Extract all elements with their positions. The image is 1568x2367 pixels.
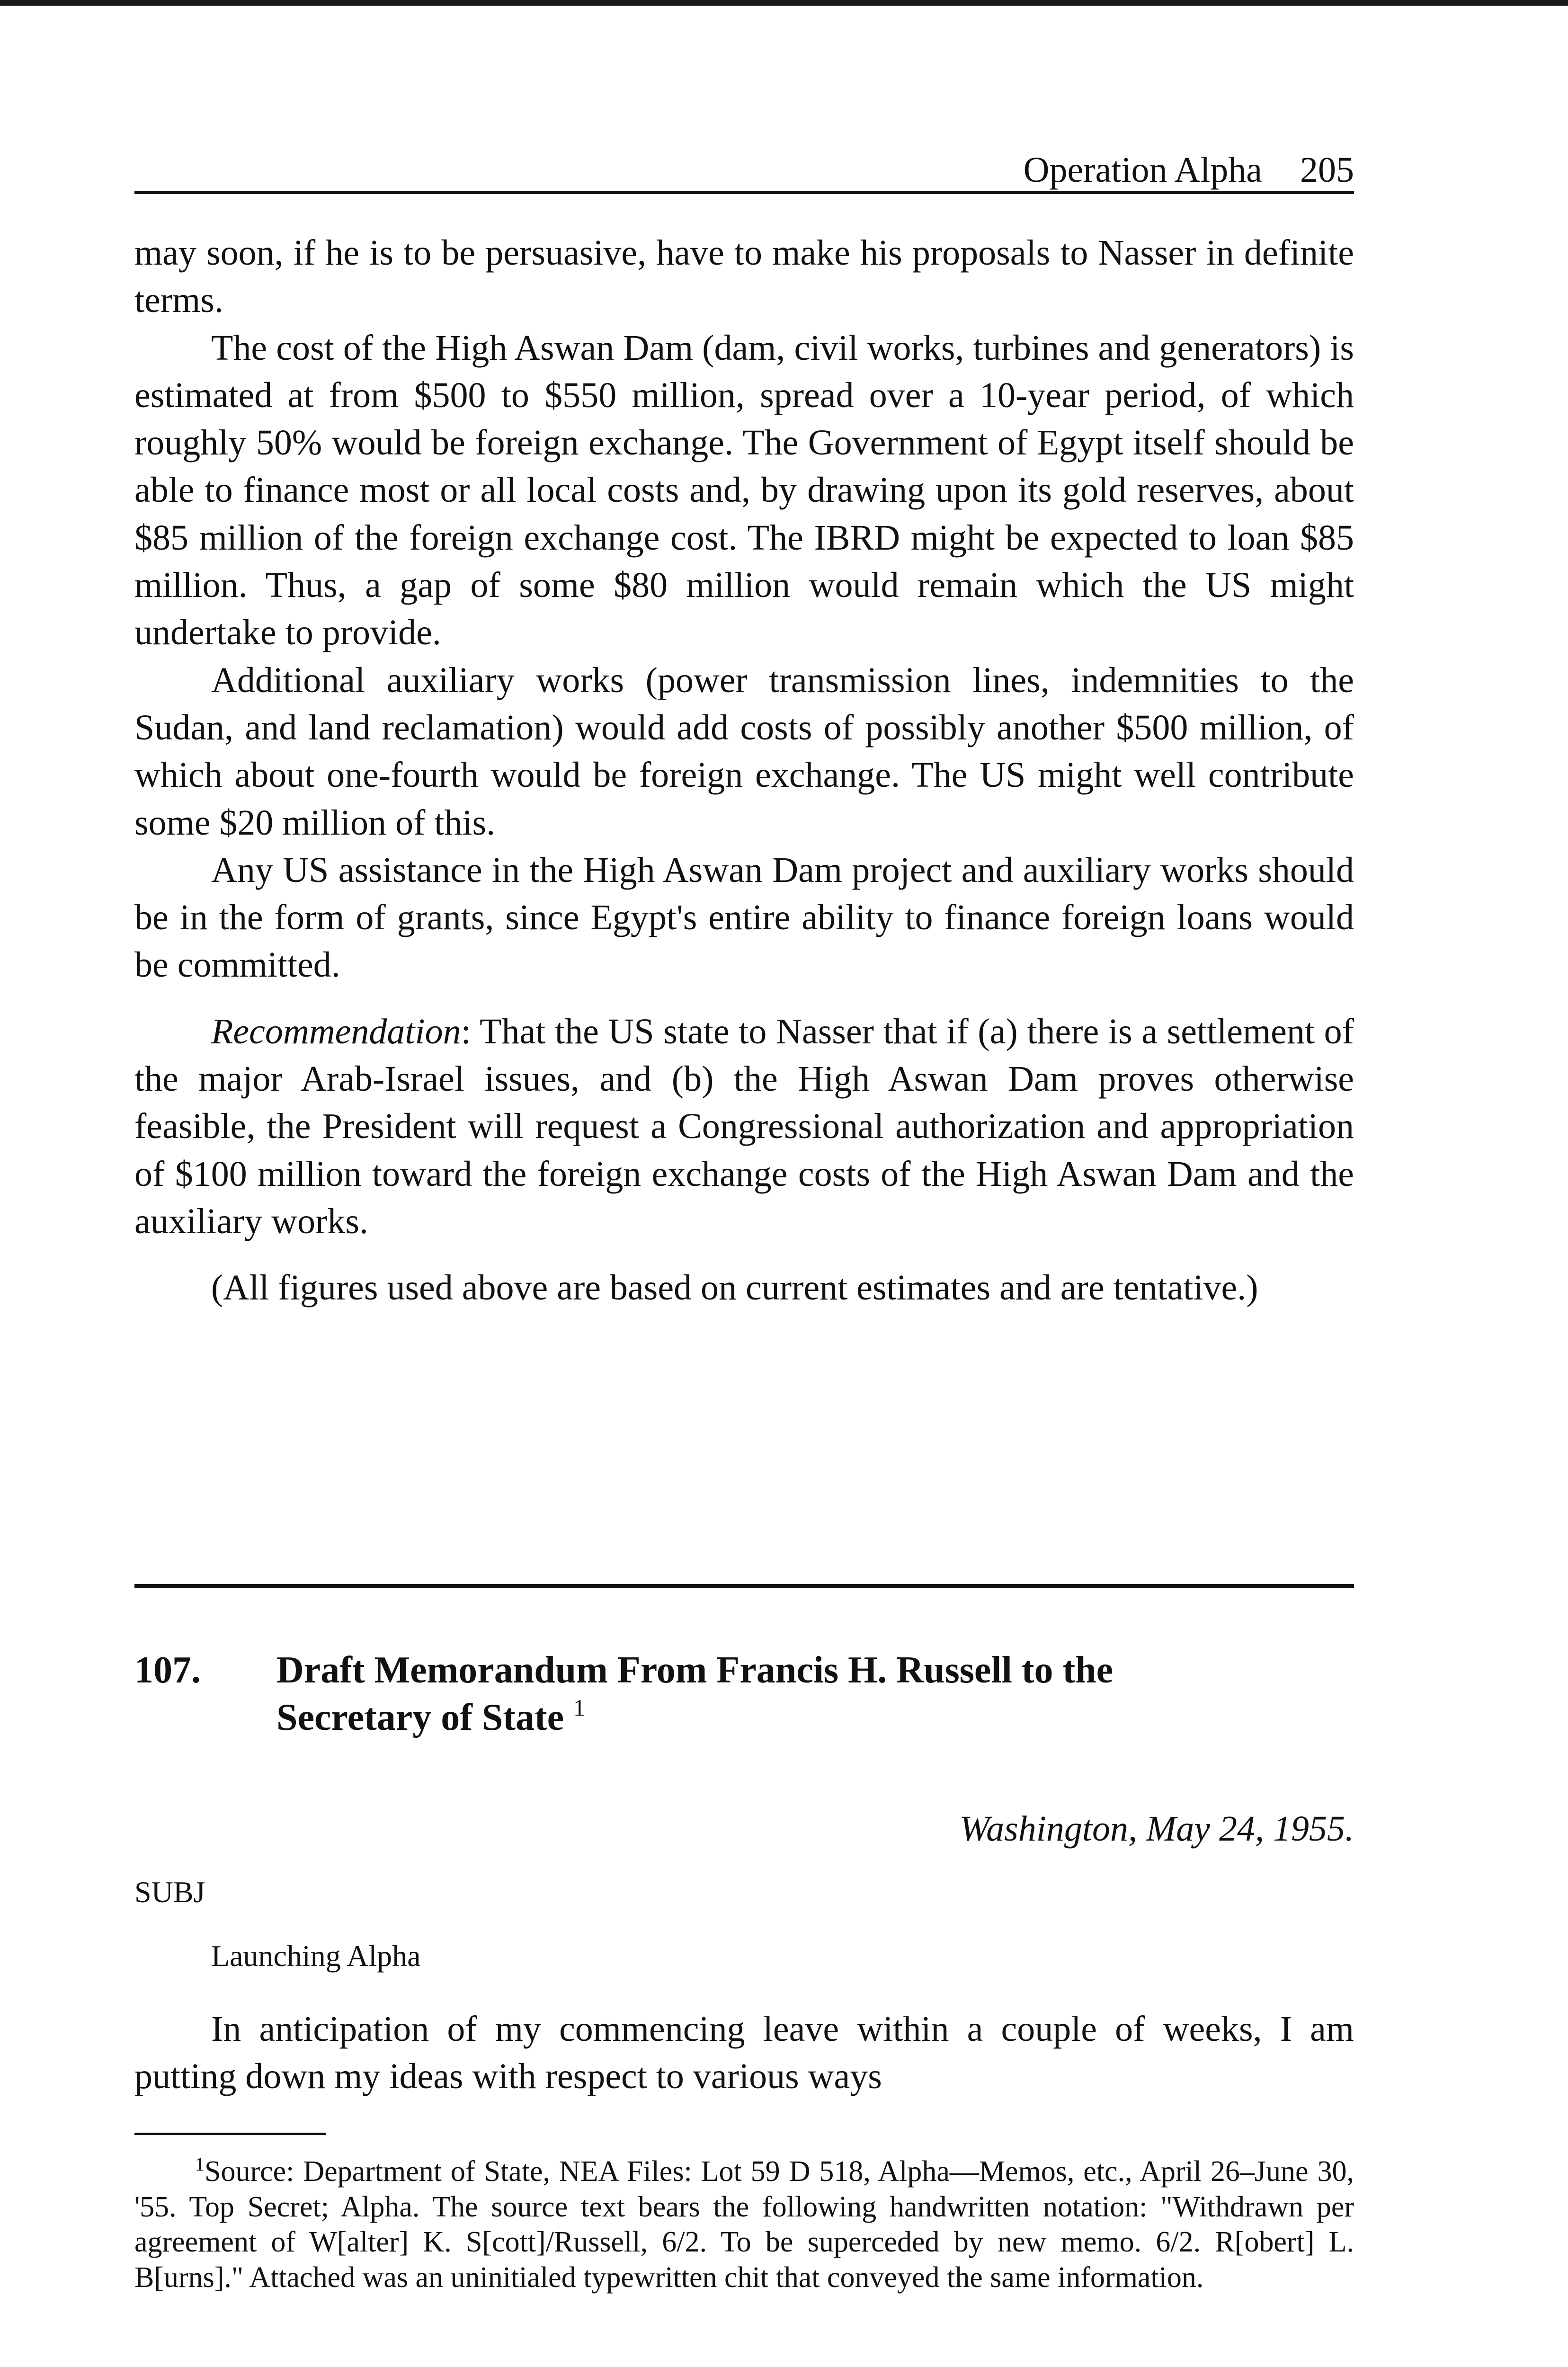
subject-label: SUBJ	[134, 1875, 205, 1909]
recommendation-paragraph: Recommendation: That the US state to Nasser that if (a) there is a settlement of the major Arab-Israel issues, and (b) the High Aswan Dam proves otherwise feasible, the President will request a Congressional authorization and appropriation of $100 million toward the foreign exchange costs of the High Aswan Dam and the auxiliary works.	[134, 1011, 1354, 1241]
document-title-line-2: Secretary of State	[276, 1697, 564, 1738]
paragraph-continuation: may soon, if he is to be persuasive, have to make his proposals to Nasser in definite terms.	[134, 233, 1354, 320]
memo-opening-paragraph: In anticipation of my commencing leave within a couple of weeks, I am putting down my ideas with respect to various ways	[134, 2009, 1354, 2096]
document-title-line-1: Draft Memorandum From Francis H. Russell to the	[276, 1649, 1114, 1691]
figures-note: (All figures used above are based on current estimates and are tentative.)	[211, 1268, 1258, 1308]
top-border	[0, 0, 1568, 6]
subject-text: Launching Alpha	[211, 1939, 421, 1973]
footnote-reference: 1	[573, 1694, 586, 1721]
document-number: 107.	[134, 1649, 201, 1691]
running-head-title: Operation Alpha	[1023, 150, 1262, 190]
footnote	[134, 2154, 1354, 2295]
running-head	[134, 142, 1354, 194]
section-divider	[134, 1584, 1354, 1588]
body-text	[134, 229, 1354, 1312]
memo-body	[134, 2005, 1354, 2100]
paragraph-dam-cost: The cost of the High Aswan Dam (dam, civil works, turbines and generators) is estimated at from $500 to $550 million, spread over a 10-year period, of which roughly 50% would be foreign exchange. The Government of Egypt itself should be able to finance most or all local costs and, by drawing upon its gold reserves, about $85 million of the foreign exchange cost. The IBRD might be expected to loan $85 million. Thus, a gap of some $80 million would remain which the US might undertake to provide.	[134, 328, 1354, 653]
document-title	[276, 1646, 1318, 1741]
footnote-text: Source: Department of State, NEA Files: Lot 59 D 518, Alpha—Memos, etc., April 26–June 30, '55. Top Secret; Alpha. The source text bears the following handwritten notation: "Withdrawn per agreement of W[alter] K. S[cott]/Russell, 6/2. To be superceded by new memo. 6/2. R[obert] L. B[urns]." Attached was an uninitialed typewritten chit that conveyed the same information.	[134, 2155, 1354, 2294]
dateline: Washington, May 24, 1955.	[959, 1809, 1354, 1849]
footnote-rule	[134, 2133, 326, 2135]
page-number: 205	[1300, 150, 1354, 190]
recommendation-text: That the US state to Nasser that if (a) there is a settlement of the major Arab-Israel issues, and (b) the High Aswan Dam proves otherwise feasible, the President will request a Congressional authorization and appropriation of $100 million toward the foreign exchange costs of the High Aswan Dam and the auxiliary works.	[134, 1011, 1354, 1241]
paragraph-auxiliary-works: Additional auxiliary works (power transmission lines, indemnities to the Sudan, and land reclamation) would add costs of possibly another $500 million, of which about one-fourth would be foreign exchange. The US might well contribute some $20 million of this.	[134, 660, 1354, 843]
document-heading	[134, 1646, 1354, 1741]
recommendation-label: Recommendation	[211, 1011, 461, 1051]
footnote-marker: 1	[195, 2153, 205, 2175]
paragraph-us-assistance: Any US assistance in the High Aswan Dam project and auxiliary works should be in the form of grants, since Egypt's entire ability to finance foreign loans would be committed.	[134, 850, 1354, 985]
